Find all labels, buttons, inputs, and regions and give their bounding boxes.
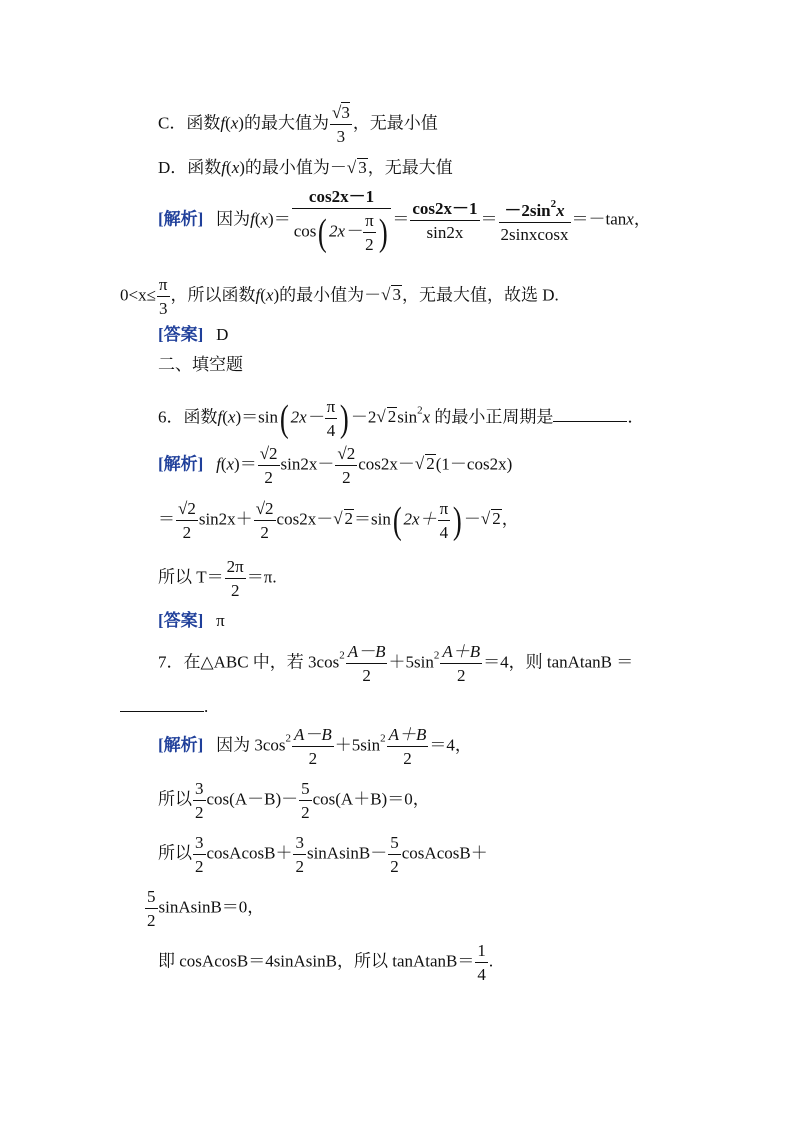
question7-blank-line: . bbox=[120, 698, 208, 715]
fraction-3: $\frac{-2\sin^2x}{\text{2sinxcosx}}$ bbox=[500, 197, 569, 244]
answer-blank[interactable] bbox=[553, 421, 627, 422]
analysis-tag: [解析] bbox=[158, 209, 204, 229]
option-d: D．函数f(x)的最小值为－√ 3，无最大值 bbox=[158, 158, 453, 177]
option-c: C．函数f(x)的最大值为 $\frac{√3}{3}$ ，无最小值 bbox=[158, 103, 438, 146]
fraction-1: cos2x－1 cos( 2x－ $\frac{\pi}{2}$ ) bbox=[292, 188, 392, 253]
solution6-line2: ＝ $\frac{√2}{2}$ sin2x＋ $\frac{√2}{2}$ cos2x－√ 2＝sin( 2x＋ $\frac{\pi}{4}$ ) －√ 2， bbox=[158, 499, 519, 542]
section-title: 二、填空题 bbox=[158, 355, 243, 374]
solution6-line1: [解析] f(x)＝ $\frac{√2}{2}$ sin2x－ $\frac{√2}{2}$ cos2x－√ 2(1－cos2x) bbox=[158, 444, 513, 487]
solution7-line4: $\frac{5}{2}$ sinAsinB＝0， bbox=[147, 887, 265, 930]
solution5-line1: [解析] 因为f(x)＝ cos2x－1 cos( 2x－ $\frac{\pi}{2}$ ) ＝ $\frac{\cos 2x-1}{\sin 2x}$ ＝ $\frac{-2\sin^2x}{\text{2sinxcosx}}$ ＝－tanx， bbox=[158, 187, 651, 254]
answer6: [答案] π bbox=[158, 611, 225, 630]
solution7-line1: [解析] 因为 $3\cos^2$ $\frac{A-B}{2}$ $+5\sin^2$ $\frac{A+B}{2}$ ＝4， bbox=[158, 725, 472, 768]
solution6-line3: 所以 T＝ $\frac{2\pi}{2}$ ＝π. bbox=[158, 557, 277, 600]
answer5: [答案] D bbox=[158, 325, 229, 344]
answer-blank-7[interactable] bbox=[120, 711, 204, 712]
question6: 6．函数f(x)＝sin( 2x－ $\frac{\pi}{4}$ ) －2√ $2\sin^2x$ 的最小正周期是 ． bbox=[158, 397, 645, 440]
question7: 7．在△ABC 中，若 $3\cos^2$ $\frac{A-B}{2}$ $+5\sin^2$ $\frac{A+B}{2}$ ＝4，则 tanAtanB ＝ bbox=[158, 642, 634, 685]
solution7-line2: 所以 $\frac{3}{2}$ cos(A－B)－ $\frac{5}{2}$ cos(A＋B)＝0， bbox=[158, 779, 430, 822]
fraction-sqrt3-over-3: $\frac{√3}{3}$ bbox=[331, 103, 350, 146]
solution7-line3: 所以 $\frac{3}{2}$ cosAcosB＋ $\frac{3}{2}$ sinAsinB－ $\frac{5}{2}$ cosAcosB＋ bbox=[158, 833, 488, 876]
fraction-2: $\frac{\cos 2x-1}{\sin 2x}$ bbox=[412, 199, 478, 242]
solution7-line5: 即 cosAcosB＝4sinAsinB，所以 tanAtanB＝ $\frac{1}{4}$ . bbox=[158, 941, 494, 984]
solution5-line2: 0<x≤ $\frac{\pi}{3}$ ，所以函数f(x)的最小值为－√ 3，无最大值，故选 D. bbox=[120, 275, 559, 318]
